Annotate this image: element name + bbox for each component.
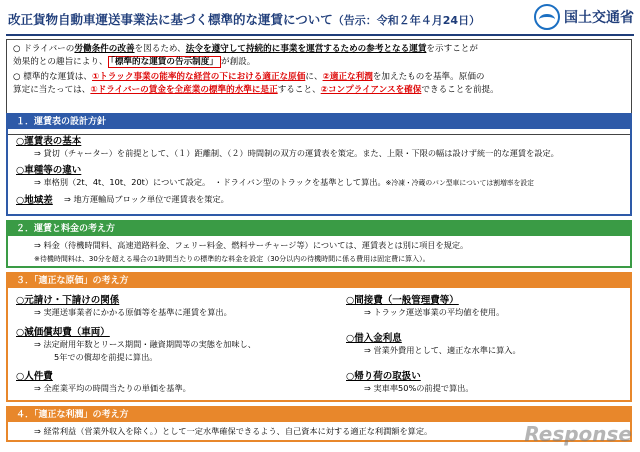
section-fair-cost bbox=[6, 272, 632, 402]
logo-text: 国土交通省 bbox=[564, 10, 634, 26]
waiting-fee-note: ※待機時間料は、30分を超える場合の1時間当たりの標準的な料金を設定（30分以内の待機時間に係る費用は固定費に算入）。 bbox=[34, 255, 430, 263]
fair-profit-text: ⇒ 経常利益（営業外収入を除く。）として一定水準確保できるよう、自己資本に対する適正な利潤額を算定。 bbox=[34, 426, 433, 436]
heading-depreciation: ○減価償却費（車両） bbox=[16, 327, 110, 338]
page-title: 改正貨物自動車運送事業法に基づく標準的な運賃について（告示：令和２年４月24日） bbox=[8, 12, 481, 27]
fare-basics-text: ⇒ 貸切（チャーター）を前提として、（１）距離制、（２）時間制の双方の運賃表を策定。また、上限・下限の幅は設けず統一的な運賃を設定。 bbox=[34, 148, 559, 158]
heading-regional: ○地域差 bbox=[16, 195, 53, 206]
interest-text: ⇒ 営業外費用として、適正な水準に算入。 bbox=[364, 345, 521, 355]
section-title: ４．「適正な利潤」の考え方 bbox=[8, 408, 630, 422]
heading-interest: ○借入金利息 bbox=[346, 333, 402, 344]
depreciation-text-2: 5年での償却を前提に算出。 bbox=[54, 352, 158, 362]
heading-subcontracting: ○元請け・下請けの関係 bbox=[16, 295, 120, 306]
return-cargo-text: ⇒ 実車率50%の前提で算出。 bbox=[364, 383, 474, 393]
heading-fare-basics: ○運賃表の基本 bbox=[16, 136, 82, 147]
section-title: １．運賃表の設計方針 bbox=[8, 115, 630, 129]
regional-text: ⇒ 地方運輸局ブロック単位で運賃表を策定。 bbox=[64, 194, 229, 204]
indirect-cost-text: ⇒ トラック運送事業の平均値を使用。 bbox=[364, 307, 505, 317]
notice-date: （告示：令和２年４月24日） bbox=[332, 14, 481, 27]
mlit-logo-icon bbox=[534, 4, 560, 30]
header-rule bbox=[6, 34, 634, 36]
labor-cost-text: ⇒ 全産業平均の時間当たりの単価を基準。 bbox=[34, 383, 191, 393]
intro-paragraph-2: ○ 標準的な運賃は、①トラック事業の能率的な経営の下における適正な原価に、②適正な利潤を加えたものを基準。原価の 算定に当たっては、①ドライバーの賃金を全産業の標準的水準に是正すること、②コンプライアンスを確保できることを前提。 bbox=[13, 72, 499, 95]
section-fare-design bbox=[6, 113, 632, 216]
heading-labor-cost: ○人件費 bbox=[16, 371, 53, 382]
section-title: ３．「適正な原価」の考え方 bbox=[8, 274, 630, 288]
heading-indirect-cost: ○間接費（一般管理費等） bbox=[346, 295, 459, 306]
intro-paragraph-1: ○ ドライバーの労働条件の改善を図るため、法令を遵守して持続的に事業を運営するための参考となる運賃を示すことが 効果的との趣旨により、 「標準的な運賃の告示制度」 が創設。 bbox=[13, 44, 478, 67]
response-watermark: Response bbox=[524, 422, 632, 446]
charges-text: ⇒ 料金（待機時間料、高速道路料金、フェリー料金、燃料サーチャージ等）については、運賃表とは別に項目を規定。 bbox=[34, 240, 469, 250]
heading-return-cargo: ○帰り荷の取扱い bbox=[346, 371, 421, 382]
section-title: ２．運賃と料金の考え方 bbox=[8, 222, 630, 236]
heading-vehicle-types: ○車種等の違い bbox=[16, 165, 82, 176]
section-fare-and-charges bbox=[6, 220, 632, 268]
subcontracting-text: ⇒ 実運送事業者にかかる原価等を基準に運賃を算出。 bbox=[34, 307, 232, 317]
vehicle-types-text: ⇒ 車格別（2t、4t、10t、20t）について設定。 ・ドライバン型のトラックを基準として算出。※冷凍・冷蔵のバン型車については割増率を設定 bbox=[34, 177, 534, 187]
mlit-logo bbox=[534, 4, 634, 30]
depreciation-text-1: ⇒ 法定耐用年数とリース期間・融資期間等の実態を加味し、 bbox=[34, 339, 256, 349]
header bbox=[0, 0, 640, 36]
